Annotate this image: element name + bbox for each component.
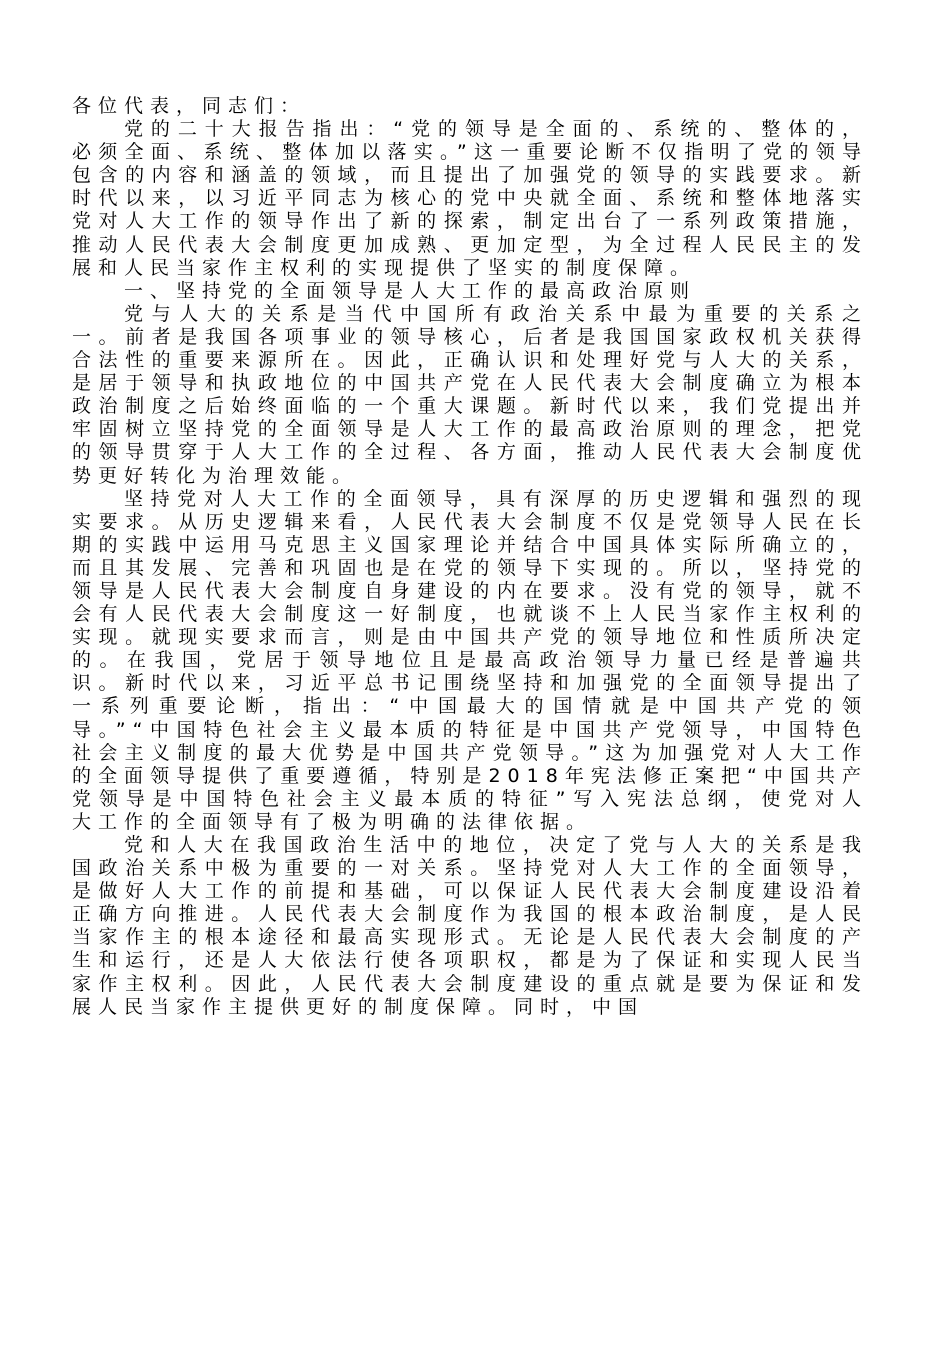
salutation: 各位代表，同志们：	[72, 95, 307, 117]
paragraph-intro: 党的二十大报告指出：“党的领导是全面的、系统的、整体的，必须全面、系统、整体加以落实。”这一重要论断不仅指明了党的领导包含的内容和涵盖的领域，而且提出了加强党的领导的实践要求。新时代以来，以习近平同志为核心的党中央就全面、系统和整体地落实党对人大工作的领导作出了新的探索，制定出台了一系列政策措施，推动人民代表大会制度更加成熟、更加定型，为全过程人民民主的发展和人民当家作主权利的实现提供了坚实的制度保障。	[72, 118, 868, 279]
paragraph-political-status: 党和人大在我国政治生活中的地位，决定了党与人大的关系是我国政治关系中极为重要的一对关系。坚持党对人大工作的全面领导，是做好人大工作的前提和基础，可以保证人民代表大会制度建设沿着正确方向推进。人民代表大会制度作为我国的根本政治制度，是人民当家作主的根本途径和最高实现形式。无论是人民代表大会制度的产生和运行，还是人大依法行使各项职权，都是为了保证和实现人民当家作主权利。因此，人民代表大会制度建设的重点就是要为保证和发展人民当家作主提供更好的制度保障。同时，中国	[72, 834, 868, 1018]
document-body	[72, 95, 868, 1019]
paragraph-party-and-npc: 党与人大的关系是当代中国所有政治关系中最为重要的关系之一。前者是我国各项事业的领导核心，后者是我国国家政权机关获得合法性的重要来源所在。因此，正确认识和处理好党与人大的关系，是居于领导和执政地位的中国共产党在人民代表大会制度确立为根本政治制度之后始终面临的一个重大课题。新时代以来，我们党提出并牢固树立坚持党的全面领导是人大工作的最高政治原则的理念，把党的领导贯穿于人大工作的全过程、各方面，推动人民代表大会制度优势更好转化为治理效能。	[72, 302, 868, 487]
section-heading-1: 一、坚持党的全面领导是人大工作的最高政治原则	[124, 279, 697, 302]
paragraph-historical-logic: 坚持党对人大工作的全面领导，具有深厚的历史逻辑和强烈的现实要求。从历史逻辑来看，人民代表大会制度不仅是党领导人民在长期的实践中运用马克思主义国家理论并结合中国具体实际所确立的，而且其发展、完善和巩固也是在党的领导下实现的。所以，坚持党的领导是人民代表大会制度自身建设的内在要求。没有党的领导，就不会有人民代表大会制度这一好制度，也就谈不上人民当家作主权利的实现。就现实要求而言，则是由中国共产党的领导地位和性质所决定的。在我国，党居于领导地位且是最高政治领导力量已经是普遍共识。新时代以来，习近平总书记围绕坚持和加强党的全面领导提出了一系列重要论断，指出：“中国最大的国情就是中国共产党的领导。”“中国特色社会主义最本质的特征是中国共产党领导，中国特色社会主义制度的最大优势是中国共产党领导。”这为加强党对人大工作的全面领导提供了重要遵循，特别是2018年宪法修正案把“中国共产党领导是中国特色社会主义最本质的特征”写入宪法总纲，使党对人大工作的全面领导有了极为明确的法律依据。	[72, 487, 868, 833]
